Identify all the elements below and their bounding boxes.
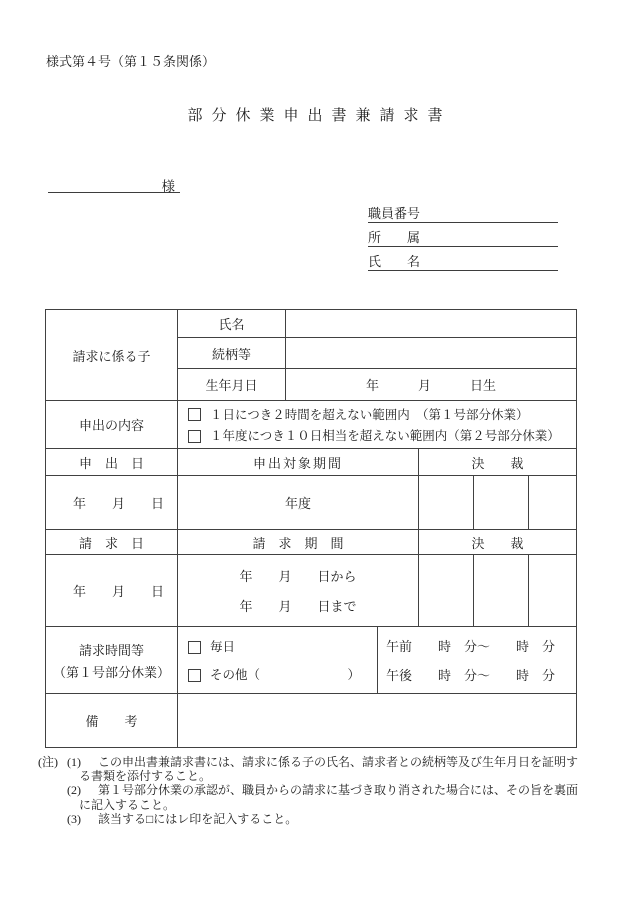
request-value-row [46,555,576,627]
time-option-everyday [178,637,377,655]
department-field[interactable] [368,227,558,247]
request-time-row [46,627,576,694]
notice-period-value[interactable]: 年度 [178,476,419,529]
note-item3-number: (3) [67,811,81,826]
approval-cell[interactable] [419,555,474,626]
option2-tag: （第２号部分休業） [447,429,560,444]
notice-date-value[interactable]: 年 月 日 [46,476,178,529]
child-relation-label: 続柄等 [178,338,286,368]
request-period-value[interactable] [178,555,419,626]
time-option2-label: その他（ ） [210,668,361,682]
approval-cell[interactable] [529,476,578,529]
time-range-cell[interactable] [378,627,576,693]
request-header-row [46,530,576,555]
request-approval-header: 決 裁 [471,535,524,551]
request-date-value[interactable]: 年 月 日 [46,555,178,626]
note-line [38,783,624,797]
request-period-to: 年 月 日まで [239,599,357,614]
notice-option-2 [178,426,576,444]
note-item2-number: (2) [67,783,81,798]
note-line [38,798,624,812]
request-period-from: 年 月 日から [239,569,357,584]
approval-cell[interactable] [474,555,529,626]
checkbox-icon[interactable] [188,669,201,682]
employee-number-label: 職員番号 [368,206,421,221]
notice-date-header: 申 出 日 [46,449,178,475]
remarks-row [46,694,576,747]
note-item2-text-cont: に記入すること。 [79,797,176,812]
note-item1-number: (1) [67,755,81,769]
checkbox-icon[interactable] [188,408,201,421]
notice-value-row [46,476,576,530]
child-relation-value[interactable] [286,338,576,368]
note-line [38,812,624,826]
note-item2-text: 第１号部分休業の承認が、職員からの請求に基づき取り消された場合には、その旨を裏面 [98,783,579,798]
notice-option-1 [178,405,576,423]
application-table [45,309,577,748]
option1-label: １日につき２時間を超えない範囲内 [210,407,410,422]
request-time-label: 請求時間等 [78,642,144,658]
note-line [38,755,624,769]
time-option1-label: 毎日 [210,640,236,654]
note-marker: (注) [38,755,58,769]
child-birth-value[interactable]: 年 月 日生 [365,378,496,393]
approval-header: 決 裁 [471,455,524,471]
checkbox-icon[interactable] [188,641,201,654]
remarks-value[interactable] [178,694,576,747]
child-section-label: 請求に係る子 [46,310,178,400]
form-number: 様式第４号（第１５条関係） [46,54,216,69]
request-date-header: 請 求 日 [46,530,178,554]
notice-content-row [46,401,576,449]
time-pm-line: 午後 時 分～ 時 分 [386,667,556,683]
employee-number-field[interactable] [368,203,558,223]
request-time-sublabel: （第１号部分休業） [52,664,170,680]
note-line [38,769,624,783]
checkbox-icon[interactable] [188,430,201,443]
child-name-label: 氏名 [178,310,286,337]
request-period-header: 請 求 期 間 [178,530,419,554]
page-title: 部分休業申出書兼請求書 [187,108,452,124]
note-item3-text: 該当する□にはレ印を記入すること。 [98,811,298,826]
approval-cell[interactable] [474,476,529,529]
child-birth-label: 生年月日 [178,369,286,400]
name-field[interactable] [368,251,558,271]
notice-period-header: 申出対象期間 [178,449,419,475]
notice-header-row [46,449,576,476]
name-label: 氏 名 [368,254,421,269]
approval-cell[interactable] [419,476,474,529]
addressee-field[interactable] [48,175,180,193]
child-section-row [46,310,576,401]
addressee-suffix: 様 [161,179,175,194]
time-option-other [178,665,377,683]
option2-label: １年度につき１０日相当を超えない範囲内 [210,429,448,444]
option1-tag: （第１号部分休業） [416,407,529,422]
department-label: 所 属 [368,230,421,245]
time-am-line: 午前 時 分～ 時 分 [386,639,556,655]
remarks-label: 備 考 [46,694,178,747]
note-item1-text: この申出書兼請求書には、請求に係る子の氏名、請求者との続柄等及び生年月日を証明す [98,755,579,769]
notes-section [38,755,624,826]
notice-content-label: 申出の内容 [46,401,178,448]
note-item1-text-cont: る書類を添付すること。 [79,769,212,784]
approval-cell[interactable] [529,555,578,626]
child-name-value[interactable] [286,310,576,337]
